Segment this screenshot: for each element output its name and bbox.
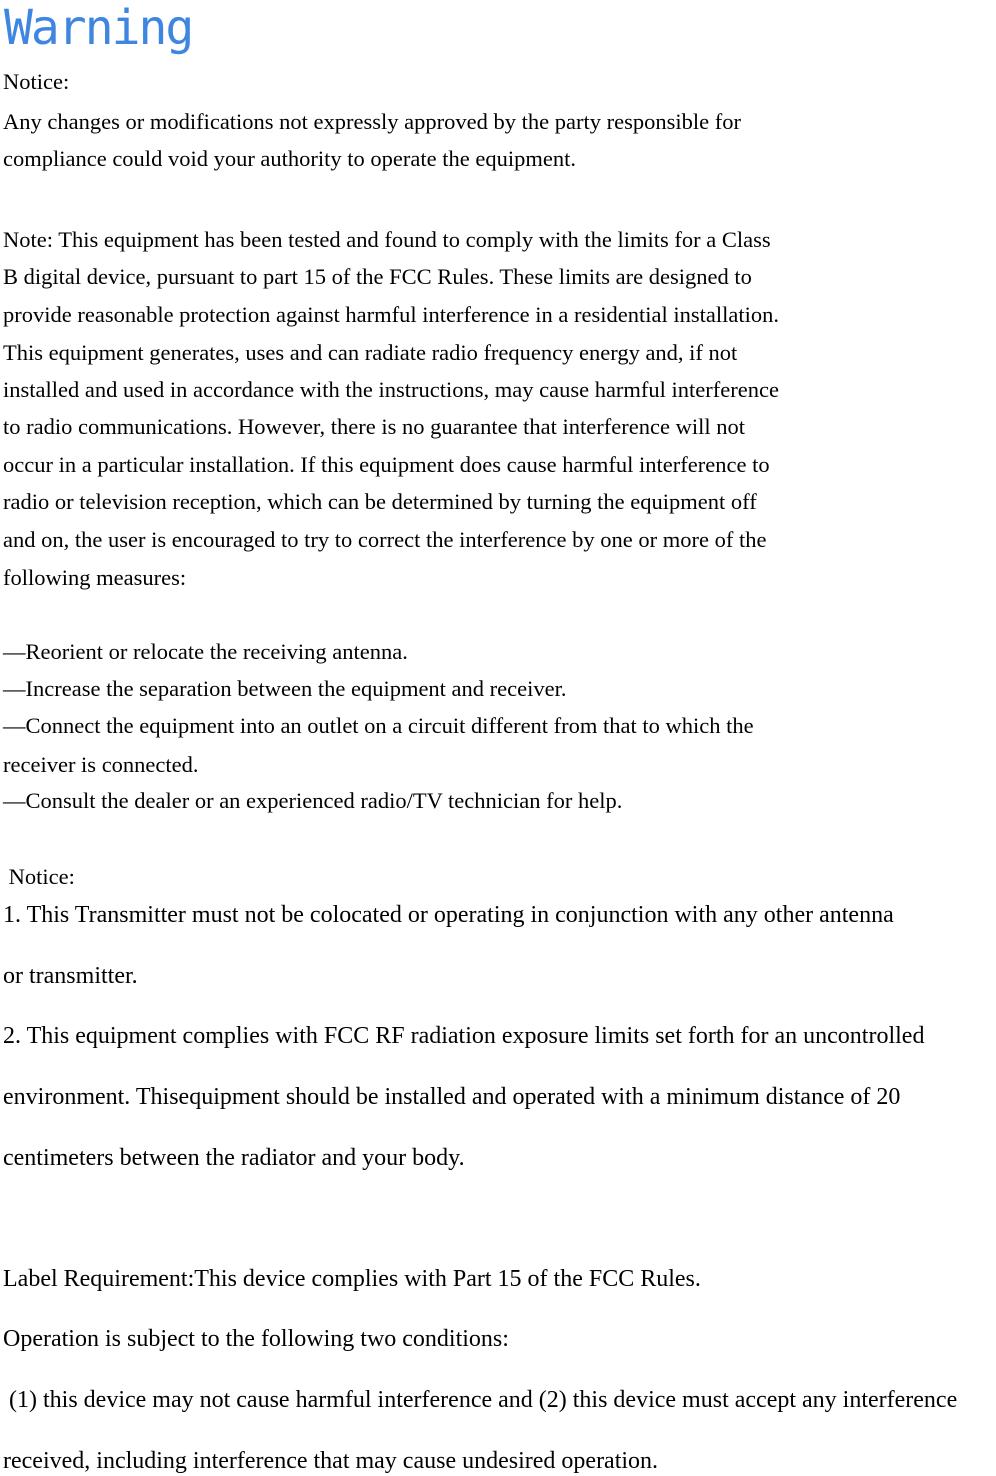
measure-item-increase-separation: —Increase the separation between the equipment and receiver. <box>3 676 567 701</box>
measure-item-consult-dealer: —Consult the dealer or an experienced radio/TV technician for help. <box>3 788 623 813</box>
notice2-line-2: or transmitter. <box>3 963 138 989</box>
note-line-9: and on, the user is encouraged to try to correct the interference by one or more of the <box>3 527 767 552</box>
label-requirement-line-1: Label Requirement:This device complies with Part 15 of the FCC Rules. <box>3 1266 701 1292</box>
measure-item-reorient: —Reorient or relocate the receiving antenna. <box>3 639 408 664</box>
label-requirement-line-3: (1) this device may not cause harmful interference and (2) this device must accept any interference <box>3 1387 958 1413</box>
notice-heading: Notice: <box>3 69 70 94</box>
note-line-8: radio or television reception, which can be determined by turning the equipment off <box>3 489 757 514</box>
note-line-7: occur in a particular installation. If this equipment does cause harmful interference to <box>3 452 770 477</box>
label-requirement-line-4: received, including interference that may cause undesired operation. <box>3 1448 659 1474</box>
notice-line-1: Any changes or modifications not expressly approved by the party responsible for <box>3 109 741 134</box>
label-requirement-line-2: Operation is subject to the following two conditions: <box>3 1326 509 1352</box>
note-line-5: installed and used in accordance with the instructions, may cause harmful interference <box>3 377 779 402</box>
note-line-10: following measures: <box>3 565 187 590</box>
note-line-3: provide reasonable protection against harmful interference in a residential installation. <box>3 302 779 327</box>
note-line-2: B digital device, pursuant to part 15 of the FCC Rules. These limits are designed to <box>3 264 752 289</box>
measure-item-connect-outlet-cont: receiver is connected. <box>3 752 199 777</box>
measure-item-connect-outlet: —Connect the equipment into an outlet on a circuit different from that to which the <box>3 713 754 738</box>
notice2-line-1: 1. This Transmitter must not be colocated or operating in conjunction with any other antenna <box>3 902 894 928</box>
note-line-4: This equipment generates, uses and can radiate radio frequency energy and, if not <box>3 340 738 365</box>
notice2-line-5: centimeters between the radiator and your body. <box>3 1145 465 1171</box>
note-line-6: to radio communications. However, there is no guarantee that interference will not <box>3 414 745 439</box>
notice2-line-4: environment. Thisequipment should be installed and operated with a minimum distance of 20 <box>3 1084 901 1110</box>
notice2-heading: Notice: <box>3 864 75 889</box>
note-line-1: Note: This equipment has been tested and found to comply with the limits for a Class <box>3 227 771 252</box>
page-title: Warning <box>4 0 193 56</box>
notice2-line-3: 2. This equipment complies with FCC RF radiation exposure limits set forth for an uncontrolled <box>3 1023 925 1049</box>
notice-line-2: compliance could void your authority to operate the equipment. <box>3 146 576 171</box>
